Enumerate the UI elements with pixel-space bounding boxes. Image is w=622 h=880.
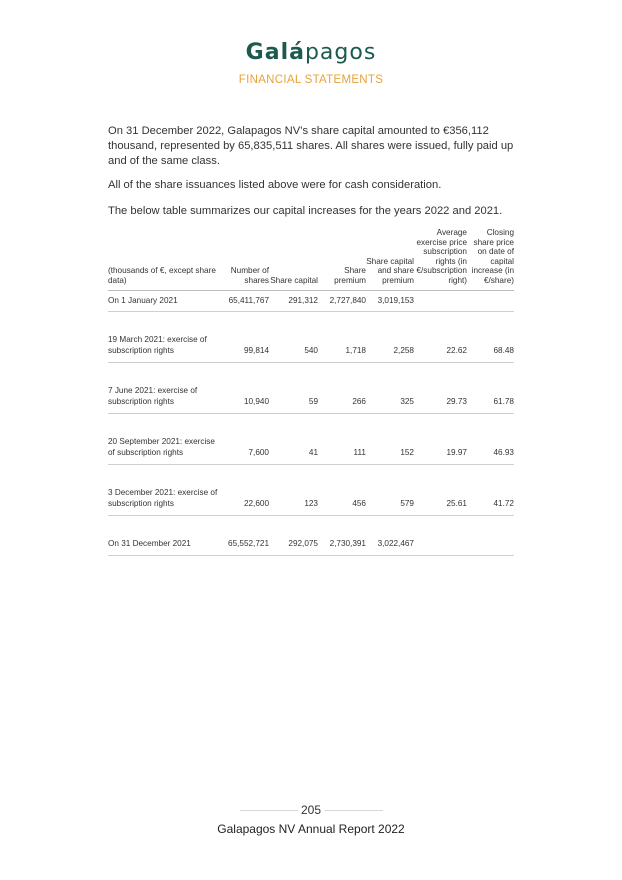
cell-closing: 41.72 — [467, 465, 514, 516]
row-label: 3 December 2021: exercise of subscription rights — [108, 465, 220, 516]
cell-shares: 65,552,721 — [220, 516, 269, 556]
page-number: 205 — [300, 803, 322, 817]
logo-text-light: pagos — [304, 40, 377, 65]
table-row-total — [108, 516, 514, 556]
cell-closing — [467, 516, 514, 556]
paragraph-table-intro: The below table summarizes our capital increases for the years 2022 and 2021. — [108, 205, 503, 217]
cell-shares: 22,600 — [220, 465, 269, 516]
cell-capital: 123 — [269, 465, 318, 516]
header-shares: Number of shares — [220, 228, 269, 291]
cell-capital: 540 — [269, 312, 318, 363]
cell-premium: 2,730,391 — [318, 516, 366, 556]
cell-premium: 456 — [318, 465, 366, 516]
cell-shares: 65,411,767 — [220, 291, 269, 312]
cell-shares: 10,940 — [220, 363, 269, 414]
cell-capital: 291,312 — [269, 291, 318, 312]
cell-avg-price — [414, 291, 467, 312]
cell-capital: 41 — [269, 414, 318, 465]
cell-avg-price: 25.61 — [414, 465, 467, 516]
cell-avg-price: 22.62 — [414, 312, 467, 363]
cell-cap-premium: 579 — [366, 465, 414, 516]
paragraph-cash-consideration: All of the share issuances listed above were for cash consideration. — [108, 179, 442, 191]
cell-premium: 266 — [318, 363, 366, 414]
header-closing: Closing share price on date of capital increase (in €/share) — [467, 228, 514, 291]
galapagos-logo — [0, 40, 622, 65]
header-avg-price: Average exercise price subscription rights (in €/subscription right) — [414, 228, 467, 291]
cell-cap-premium: 3,022,467 — [366, 516, 414, 556]
logo-text-bold: Galá — [245, 40, 305, 65]
cell-shares: 7,600 — [220, 414, 269, 465]
header-label: (thousands of €, except share data) — [108, 228, 220, 291]
cell-closing — [467, 291, 514, 312]
cell-cap-premium: 325 — [366, 363, 414, 414]
table-header-row — [108, 228, 514, 291]
header-capital: Share capital — [269, 228, 318, 291]
cell-avg-price: 29.73 — [414, 363, 467, 414]
cell-premium: 1,718 — [318, 312, 366, 363]
cell-closing: 68.48 — [467, 312, 514, 363]
table-row — [108, 465, 514, 516]
cell-premium: 2,727,840 — [318, 291, 366, 312]
report-title: Galapagos NV Annual Report 2022 — [217, 822, 405, 836]
cell-premium: 111 — [318, 414, 366, 465]
row-label: 7 June 2021: exercise of subscription rights — [108, 363, 220, 414]
row-label: 20 September 2021: exercise of subscription rights — [108, 414, 220, 465]
row-label: 19 March 2021: exercise of subscription rights — [108, 312, 220, 363]
section-title: FINANCIAL STATEMENTS — [238, 74, 384, 86]
cell-avg-price: 19.97 — [414, 414, 467, 465]
header-premium: Share premium — [318, 228, 366, 291]
paragraph-share-capital: On 31 December 2022, Galapagos NV’s share capital amounted to €356,112 thousand, represented by 65,835,511 shares. All shares were issued, fully paid up and of the same class. — [108, 125, 514, 167]
cell-avg-price — [414, 516, 467, 556]
row-label: On 1 January 2021 — [108, 291, 220, 312]
cell-cap-premium: 3,019,153 — [366, 291, 414, 312]
table-row — [108, 312, 514, 363]
cell-closing: 61.78 — [467, 363, 514, 414]
cell-shares: 99,814 — [220, 312, 269, 363]
header-cap-premium: Share capital and share premium — [366, 228, 414, 291]
cell-cap-premium: 2,258 — [366, 312, 414, 363]
cell-closing: 46.93 — [467, 414, 514, 465]
capital-increases-table — [108, 228, 514, 556]
cell-capital: 292,075 — [269, 516, 318, 556]
row-label: On 31 December 2021 — [108, 516, 220, 556]
table-row — [108, 363, 514, 414]
cell-capital: 59 — [269, 363, 318, 414]
table-row — [108, 414, 514, 465]
table-row — [108, 291, 514, 312]
cell-cap-premium: 152 — [366, 414, 414, 465]
